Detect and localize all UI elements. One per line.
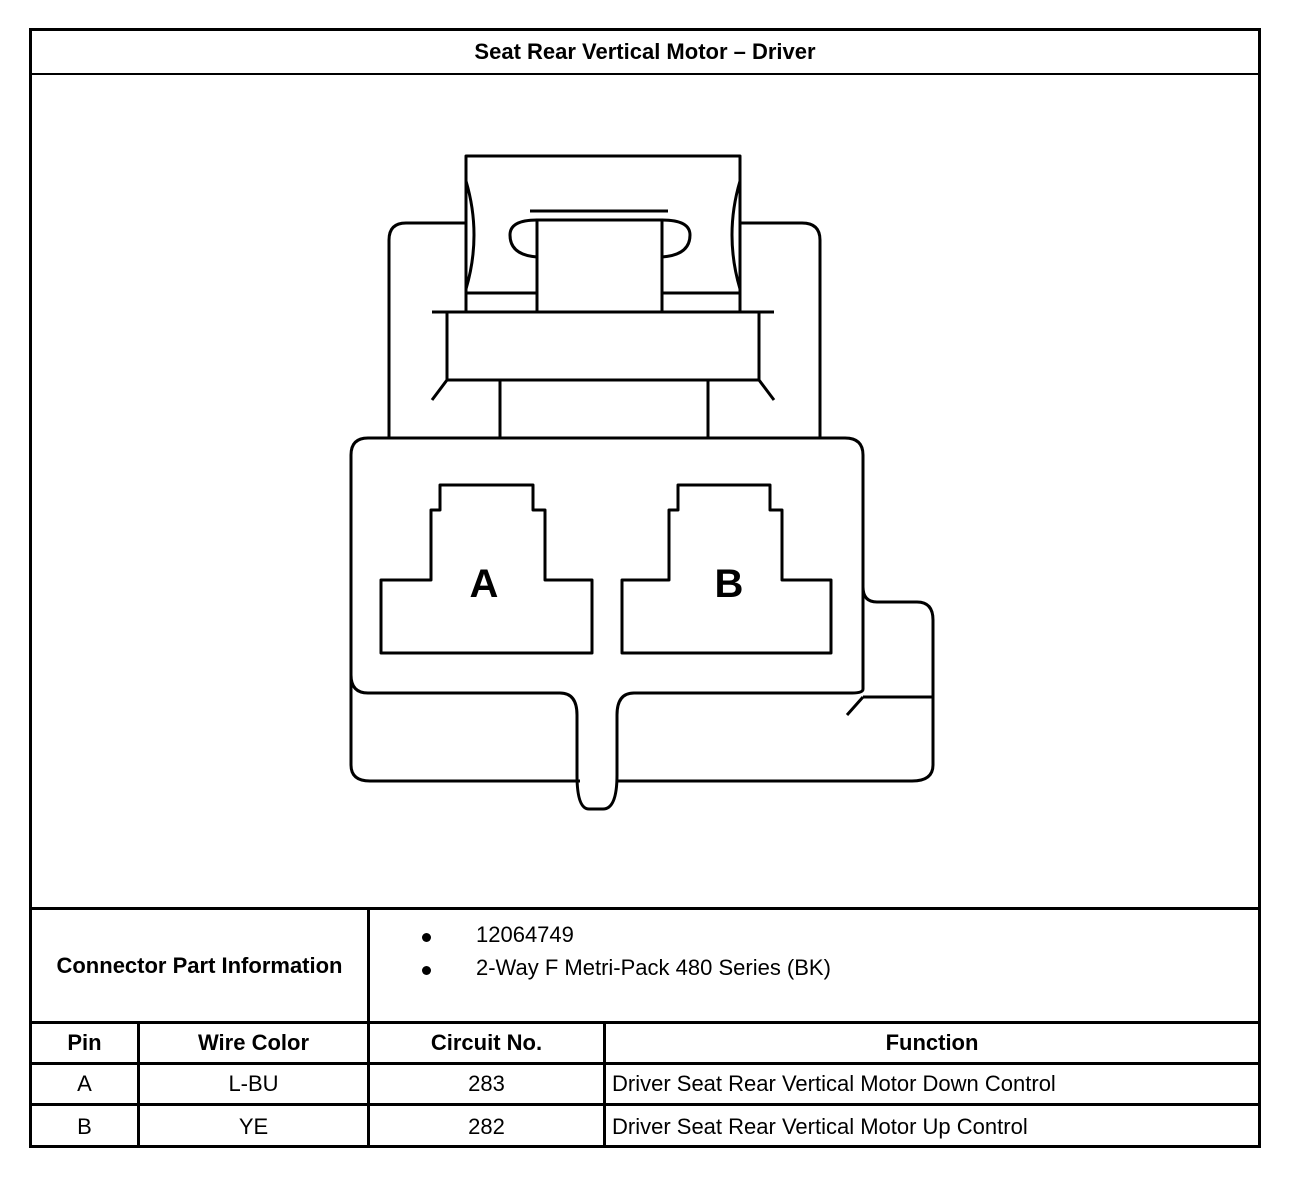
latch-tab: [537, 220, 662, 312]
connector-info: [32, 907, 1258, 1024]
front-lower: [351, 675, 580, 781]
neck: [500, 380, 708, 438]
connector-frame: [29, 28, 1261, 1148]
cell-pin: A: [32, 1065, 140, 1103]
header-function: Function: [885, 1030, 979, 1055]
connector-info-list: [370, 910, 1258, 1021]
header-circuit: Circuit No.: [370, 1024, 606, 1062]
cavity-label-a: A: [469, 562, 499, 606]
header-pin: Pin: [32, 1024, 140, 1062]
bullet-icon: [422, 933, 431, 942]
bullet-icon: [422, 966, 431, 975]
header-wire-color: Wire Color: [140, 1024, 370, 1062]
connector-drawing: [32, 75, 1258, 907]
front-face: [351, 438, 863, 809]
cell-circuit: 283: [370, 1065, 606, 1103]
table-row: [32, 1106, 1258, 1147]
latch-body: [466, 156, 740, 312]
part-number: 12064749: [476, 922, 574, 947]
housing-back: [389, 223, 820, 438]
cell-function: Driver Seat Rear Vertical Motor Down Control: [612, 1071, 1056, 1096]
cell-circuit: 282: [370, 1106, 606, 1147]
connector-info-label: Connector Part Information: [32, 910, 370, 1021]
table-header-row: [32, 1024, 1258, 1065]
cell-wire-color: L-BU: [140, 1065, 370, 1103]
connector-diagram: [32, 75, 1258, 907]
connector-description: 2-Way F Metri-Pack 480 Series (BK): [476, 955, 831, 980]
cell-pin: B: [32, 1106, 140, 1147]
cavity-label-b: B: [714, 562, 744, 606]
page-title: Seat Rear Vertical Motor – Driver: [32, 31, 1258, 75]
lock-body: [447, 312, 759, 380]
table-row: [32, 1065, 1258, 1106]
cell-function: Driver Seat Rear Vertical Motor Up Control: [612, 1113, 1028, 1139]
cell-wire-color: YE: [140, 1106, 370, 1147]
